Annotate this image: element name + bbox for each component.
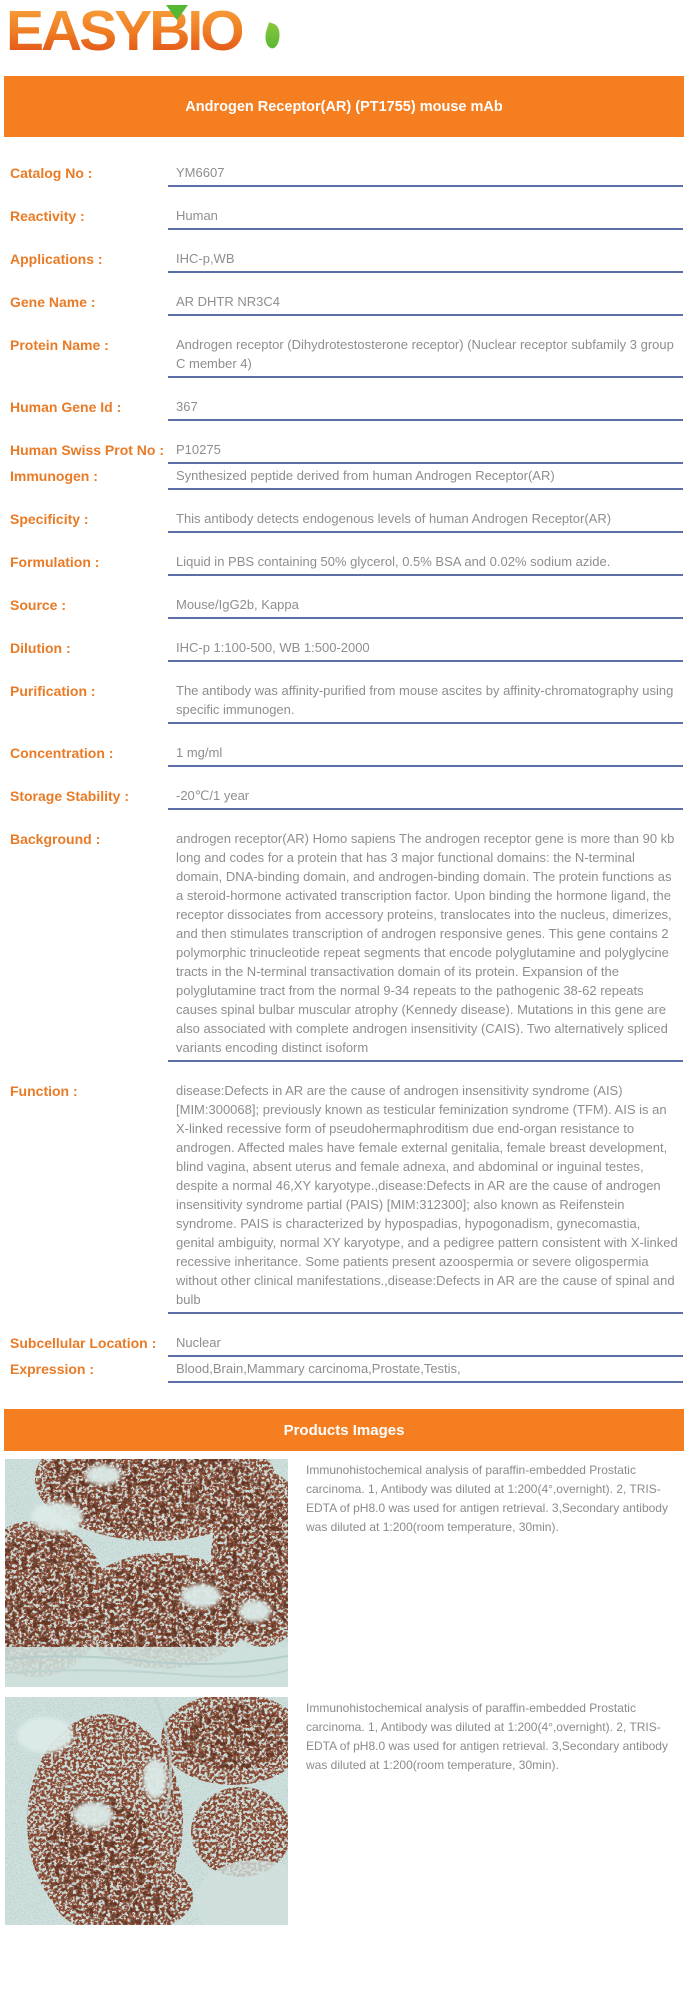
field-value-human-gene-id: 367	[168, 397, 683, 421]
field-row-specificity	[8, 509, 683, 533]
field-row-reactivity	[8, 206, 683, 230]
field-row-source	[8, 595, 683, 619]
field-value-immunogen: Synthesized peptide derived from human Androgen Receptor(AR)	[168, 466, 683, 490]
product-image-row-1	[5, 1459, 688, 1687]
field-value-dilution: IHC-p 1:100-500, WB 1:500-2000	[168, 638, 683, 662]
field-value-concentration: 1 mg/ml	[168, 743, 683, 767]
field-row-immunogen	[8, 466, 683, 490]
field-row-human-gene-id	[8, 397, 683, 421]
field-row-storage-stability	[8, 786, 683, 810]
field-row-purification	[8, 681, 683, 724]
field-row-protein-name	[8, 335, 683, 378]
field-label-dilution: Dilution :	[10, 640, 71, 656]
field-row-catalog-no	[8, 163, 683, 187]
field-value-human-swiss-prot-no: P10275	[168, 440, 683, 464]
field-label-catalog-no: Catalog No :	[10, 165, 93, 181]
ihc-caption-2: Immunohistochemical analysis of paraffin-embedded Prostatic carcinoma. 1, Antibody was diluted at 1:200(4°,overnight). 2, TRIS-EDTA of pH8.0 was used for antigen retrieval. 3,Secondary antibody was diluted at 1:200(room temperature, 30min).	[306, 1701, 668, 1772]
field-label-subcellular-location: Subcellular Location :	[10, 1335, 157, 1351]
field-row-dilution	[8, 638, 683, 662]
field-label-human-gene-id: Human Gene Id :	[10, 399, 122, 415]
easybio-logo-text: EASYBIO	[6, 0, 242, 63]
field-label-function: Function :	[10, 1083, 78, 1099]
field-value-purification: The antibody was affinity-purified from mouse ascites by affinity-chromatography using specific immunogen.	[168, 681, 683, 724]
products-images-title: Products Images	[283, 1421, 405, 1439]
field-value-source: Mouse/IgG2b, Kappa	[168, 595, 683, 619]
field-value-expression: Blood,Brain,Mammary carcinoma,Prostate,Testis,	[168, 1359, 683, 1383]
field-row-gene-name	[8, 292, 683, 316]
field-label-reactivity: Reactivity :	[10, 208, 85, 224]
field-value-specificity: This antibody detects endogenous levels of human Androgen Receptor(AR)	[168, 509, 683, 533]
field-label-applications: Applications :	[10, 251, 103, 267]
logo-green-triangle-icon	[166, 5, 188, 20]
field-label-storage-stability: Storage Stability :	[10, 788, 130, 804]
field-row-background	[8, 829, 683, 1062]
field-label-protein-name: Protein Name :	[10, 337, 109, 353]
field-label-gene-name: Gene Name :	[10, 294, 96, 310]
easybio-logo	[6, 2, 306, 62]
field-value-applications: IHC-p,WB	[168, 249, 683, 273]
field-value-subcellular-location: Nuclear	[168, 1333, 683, 1357]
field-label-formulation: Formulation :	[10, 554, 100, 570]
fields-table	[8, 163, 683, 1383]
field-row-concentration	[8, 743, 683, 767]
antibody-datasheet-page	[0, 2, 688, 1925]
ihc-image-2	[5, 1697, 288, 1925]
field-row-expression	[8, 1359, 683, 1383]
product-title: Androgen Receptor(AR) (PT1755) mouse mAb	[185, 98, 503, 115]
field-label-purification: Purification :	[10, 683, 96, 699]
field-value-catalog-no: YM6607	[168, 163, 683, 187]
field-value-gene-name: AR DHTR NR3C4	[168, 292, 683, 316]
field-value-storage-stability: -20℃/1 year	[168, 786, 683, 810]
field-label-specificity: Specificity :	[10, 511, 89, 527]
field-row-human-swiss-prot-no	[8, 440, 683, 464]
ihc-caption-1: Immunohistochemical analysis of paraffin-embedded Prostatic carcinoma. 1, Antibody was diluted at 1:200(4°,overnight). 2, TRIS-EDTA of pH8.0 was used for antigen retrieval. 3,Secondary antibody was diluted at 1:200(room temperature, 30min).	[306, 1463, 668, 1534]
field-row-function	[8, 1081, 683, 1314]
field-row-subcellular-location	[8, 1333, 683, 1357]
field-label-expression: Expression :	[10, 1361, 95, 1377]
field-row-applications	[8, 249, 683, 273]
field-row-formulation	[8, 552, 683, 576]
field-value-reactivity: Human	[168, 206, 683, 230]
field-value-function: disease:Defects in AR are the cause of androgen insensitivity syndrome (AIS) [MIM:300068]; previously known as testicular feminization syndrome (TFM). AIS is an X-linked recessive form of pseudohermaphroditism due end-organ resistance to androgen. Affected males have female external genitalia, female breast development, blind vagina, absent uterus and female adnexa, and abdominal or inguinal testes, despite a normal 46,XY karyotype.,disease:Defects in AR are the cause of androgen insensitivity syndrome partial (PAIS) [MIM:312300]; also known as Reifenstein syndrome. PAIS is characterized by hypospadias, hypogonadism, gynecomastia, genital ambiguity, normal XY karyotype, and a pedigree pattern consistent with X-linked recessive inheritance. Some patients present azoospermia or severe oligospermia without other clinical manifestations.,disease:Defects in AR are the cause of spinal and bulb	[168, 1081, 683, 1314]
field-label-concentration: Concentration :	[10, 745, 114, 761]
logo-green-leaf-icon	[262, 22, 284, 49]
field-label-background: Background :	[10, 831, 101, 847]
product-title-bar	[4, 76, 684, 137]
field-value-background: androgen receptor(AR) Homo sapiens The androgen receptor gene is more than 90 kb long and codes for a protein that has 3 major functional domains: the N-terminal domain, DNA-binding domain, and androgen-binding domain. The protein functions as a steroid-hormone activated transcription factor. Upon binding the hormone ligand, the receptor dissociates from accessory proteins, translocates into the nucleus, dimerizes, and then stimulates transcription of androgen responsive genes. This gene contains 2 polymorphic trinucleotide repeat segments that encode polyglutamine and polyglycine tracts in the N-terminal transactivation domain of its protein. Expansion of the polyglutamine tract from the normal 9-34 repeats to the pathogenic 38-62 repeats causes spinal bulbar muscular atrophy (Kennedy disease). Mutations in this gene are also associated with complete androgen insensitivity (CAIS). Two alternatively spliced variants encoding distinct isoform	[168, 829, 683, 1062]
field-label-source: Source :	[10, 597, 67, 613]
field-value-formulation: Liquid in PBS containing 50% glycerol, 0.5% BSA and 0.02% sodium azide.	[168, 552, 683, 576]
ihc-image-1	[5, 1459, 288, 1687]
field-value-protein-name: Androgen receptor (Dihydrotestosterone receptor) (Nuclear receptor subfamily 3 group C member 4)	[168, 335, 683, 378]
field-label-immunogen: Immunogen :	[10, 468, 98, 484]
product-image-row-2	[5, 1697, 688, 1925]
products-images-bar	[4, 1409, 684, 1451]
field-label-human-swiss-prot-no: Human Swiss Prot No :	[10, 442, 165, 458]
